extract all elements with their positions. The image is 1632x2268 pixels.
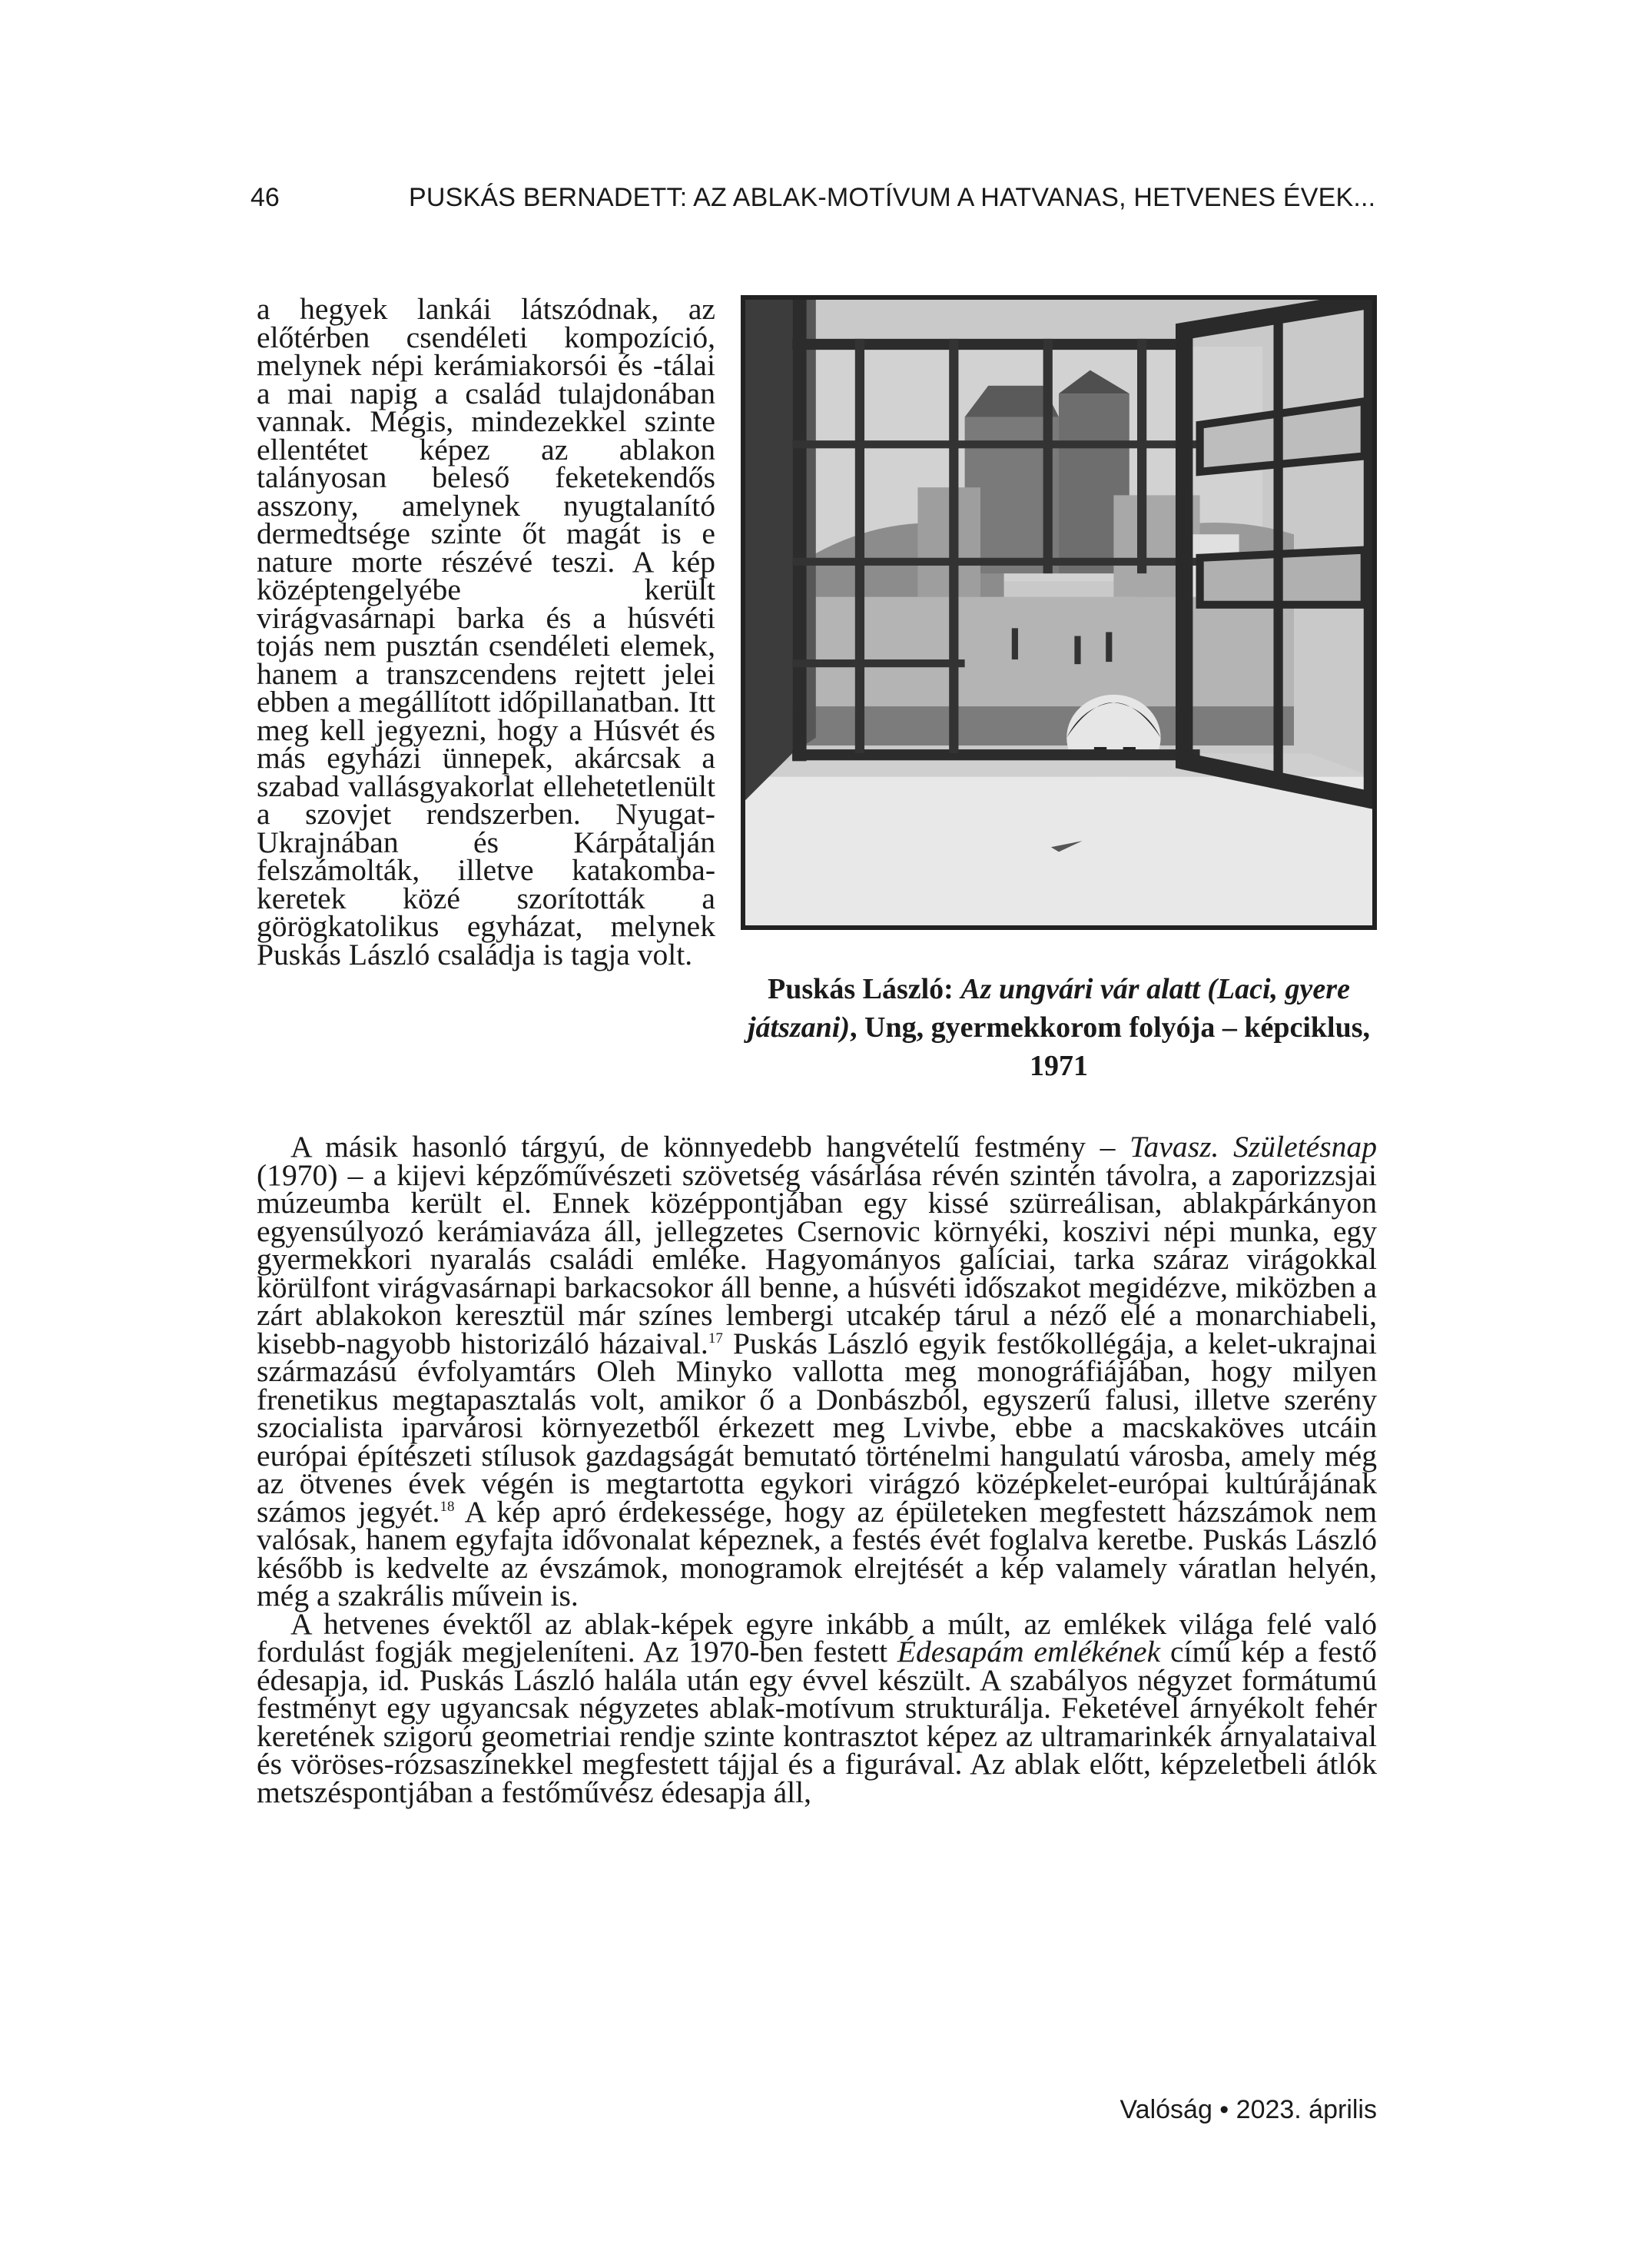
- caption-details: , Ung, gyermekkorom folyója – képciklus, 1971: [850, 1011, 1370, 1082]
- paragraph-1-text-d: A kép apró érdekessége, hogy az épületeken megfestett házszámok nem valósak, hanem egyfajta idővonalat képeznek, a festés évét foglalva keretbe. Puskás László később is kedvelte az évszámok, monogramok elrejtését a kép valamely váratlan helyén, még a szakrális művein is.: [257, 1494, 1378, 1612]
- caption-title: Az ungvári vár alatt (Laci, gyere játszani): [747, 973, 1350, 1044]
- painting-window-view-image: [745, 300, 1372, 925]
- page-footer: Valóság • 2023. április: [1120, 2095, 1377, 2124]
- left-column-text: a hegyek lankái látszódnak, az előtérben csendéleti kompozíció, melynek népi kerámiakorsói és -tálai a mai napig a család tulajdonában vannak. Mégis, mindezekkel szinte ellentétet képez az ablakon talányosan beleső feketekendős asszony, amelynek nyugtalanító dermedtsége szinte őt magát is e nature morte részévé teszi. A kép középtengelyébe került virágvasárnapi barka és a húsvéti tojás nem pusztán csendéleti elemek, hanem a transzcendens rejtett jelei ebben a megállított időpillanatban. Itt meg kell jegyezni, hogy a Húsvét és más egyházi ünnepek, akárcsak a szabad vallásgyakorlat ellehetetlenült a szovjet rendszerben. Nyugat-Ukrajnában és Kárpátalján felszámolták, illetve katakomba-keretek közé szorították a görögkatolikus egyházat, melynek Puskás László családja is tagja volt.: [257, 292, 715, 971]
- paragraph-2-artwork-title: Édesapám emlékének: [897, 1635, 1161, 1669]
- figure-caption: [741, 970, 1377, 1085]
- main-text: [257, 1130, 1378, 1809]
- paragraph-1-artwork-title: Tavasz. Születésnap: [1129, 1130, 1377, 1164]
- paragraph-1-text-b: (1970) – a kijevi képzőművészeti szövetség vásárlása révén szintén távolra, a zaporizzsjai múzeumba került el. Ennek középpontjában egy kissé szürreálisan, ablakpárkányon egyensúlyozó kerámiaváza áll, jellegzetes Csernovic környéki, koszivi népi munka, egy gyermekkori nyaralás családi emléke. Hagyományos galíciai, tarka száraz virágokkal körülfont virágvasárnapi barkacsokor áll benne, a húsvéti időszakot megidézve, miközben a zárt ablakokon keresztül már színes lembergi utcakép tárul a néző elé a monarchiabeli, kisebb-nagyobb historizáló házaival.: [257, 1157, 1377, 1360]
- footnote-ref-18[interactable]: 18: [440, 1498, 455, 1515]
- painting-figure: [741, 295, 1377, 930]
- running-header: [0, 183, 1632, 229]
- paragraph-2-text-a: A hetvenes évektől az ablak-képek egyre inkább a múlt, az emlékek világa felé való fordulást fogják megjeleníteni. Az 1970-ben festett: [257, 1606, 1377, 1669]
- paragraph-1-text-c: Puskás László egyik festőkollégája, a kelet-ukrajnai származású évfolyamtárs Oleh Minyko vallotta meg monográfiájában, hogy milyen frenetikus megtapasztalás volt, amikor ő a Donbászból, egyszerű falusi, illetve szerény szocialista iparvárosi környezetből érkezett meg Lvivbe, ebbe a macskaköves utcáin európai építészeti stílusok gazdagságát bemutató történelmi hangulatú városba, amely még az ötvenes évek végén is megtartotta egykori virágzó középkelet-európai kultúrájának számos jegyét.: [257, 1326, 1377, 1529]
- paragraph-tavasz: [257, 1130, 1378, 1612]
- caption-artist: Puskás László:: [768, 973, 961, 1005]
- paragraph-edesapam: [257, 1606, 1377, 1809]
- running-title: PUSKÁS BERNADETT: AZ ABLAK-MOTÍVUM A HATVANAS, HETVENES ÉVEK...: [409, 183, 1376, 212]
- page-number: 46: [250, 183, 280, 212]
- paragraph-2-text-b: című kép a festő édesapja, id. Puskás László halála után egy évvel készült. A szabályos négyzet formátumú festményt egy ugyancsak négyzetes ablak-motívum strukturálja. Feketével árnyékolt fehér keretének szigorú geometriai rendje szinte kontrasztot képez az ultramarinkék árnyalataival és vöröses-rózsaszínekkel megfestett tájjal és a figurával. Az ablak előtt, képzeletbeli átlók metszéspontjában a festőművész édesapja áll,: [257, 1635, 1377, 1809]
- paragraph-1-text-a: A másik hasonló tárgyú, de könnyedebb hangvételű festmény –: [290, 1130, 1130, 1164]
- footnote-ref-17[interactable]: 17: [708, 1330, 723, 1347]
